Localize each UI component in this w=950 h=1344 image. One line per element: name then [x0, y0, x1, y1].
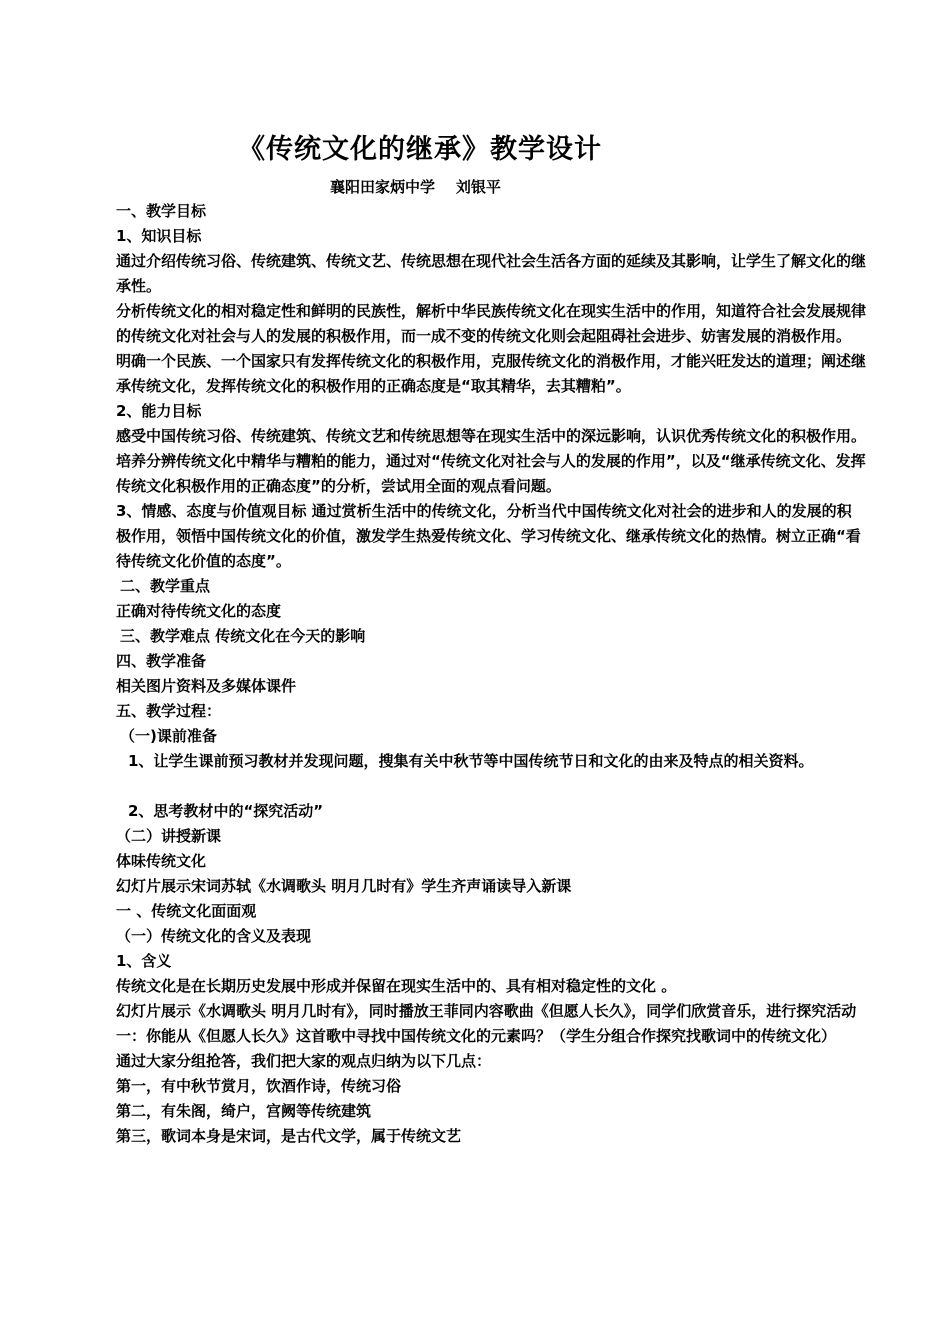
paragraph: 幻灯片展示《水调歌头 明月几时有》，同时播放王菲同内容歌曲《但愿人长久》，同学们欣赏音乐，进行探究活动一：你能从《但愿人长久》这首歌中寻找中国传统文化的元素吗？（学生分组合作探究找歌词中的传统文化） [116, 1002, 857, 1045]
paragraph: 1、让学生课前预习教材并发现问题，搜集有关中秋节等中国传统节日和文化的由来及特点的相关资料。 [128, 752, 814, 770]
paragraph: 2、思考教材中的“探究活动” [128, 802, 324, 820]
list-item: 第二，有朱阁，绮户，宫阙等传统建筑 [116, 1102, 372, 1120]
blank-line [116, 774, 866, 799]
paragraph: 通过介绍传统习俗、传统建筑、传统文艺、传统思想在现代社会生活各方面的延续及其影响，让学生了解文化的继承性。 [116, 252, 867, 295]
subsection-heading: （一）传统文化的含义及表现 [116, 927, 312, 945]
list-item: 第一，有中秋节赏月，饮酒作诗，传统习俗 [116, 1077, 402, 1095]
document-author: 襄阳田家炳中学 刘银平 [330, 178, 501, 196]
section-heading: 一、教学目标 [116, 202, 207, 220]
section-heading: 四、教学准备 [116, 652, 207, 670]
paragraph: 相关图片资料及多媒体课件 [116, 677, 297, 695]
paragraph: 感受中国传统习俗、传统建筑、传统文艺和传统思想等在现实生活中的深远影响，认识优秀传统文化的积极作用。 [116, 427, 867, 445]
subsection-heading: （二）讲授新课 [116, 827, 222, 845]
paragraph: 体味传统文化 [116, 852, 207, 870]
subsection-heading: （一)课前准备 [120, 727, 217, 745]
paragraph: 幻灯片展示宋词苏轼《水调歌头 明月几时有》学生齐声诵读导入新课 [116, 877, 572, 895]
section-heading: 三、教学难点 传统文化在今天的影响 [120, 627, 366, 645]
section-heading: 一 、传统文化面面观 [116, 902, 257, 920]
section-heading: 五、教学过程： [116, 702, 222, 720]
paragraph: 通过大家分组抢答，我们把大家的观点归纳为以下几点： [116, 1052, 492, 1070]
paragraph: 3、情感、态度与价值观目标 通过赏析生活中的传统文化，分析当代中国传统文化对社会的进步和人的发展的积极作用，领悟中国传统文化的价值，激发学生热爱传统文化、学习传统文化、继承传统文化的热情。树立正确“看待传统文化价值的态度”。 [116, 502, 861, 570]
subsection-heading: 2、能力目标 [116, 402, 202, 420]
paragraph: 培养分辨传统文化中精华与糟粕的能力，通过对“传统文化对社会与人的发展的作用”，以及“继承传统文化、发挥传统文化积极作用的正确态度”的分析，尝试用全面的观点看问题。 [116, 452, 866, 495]
section-heading: 二、教学重点 [120, 577, 211, 595]
paragraph: 正确对待传统文化的态度 [116, 602, 282, 620]
paragraph: 分析传统文化的相对稳定性和鲜明的民族性，解析中华民族传统文化在现实生活中的作用，知道符合社会发展规律的传统文化对社会与人的发展的积极作用，而一成不变的传统文化则会起阻碍社会进步、妨害发展的消极作用。 [116, 302, 867, 345]
subsection-heading: 1、知识目标 [116, 227, 202, 245]
list-item: 第三，歌词本身是宋词，是古代文学，属于传统文艺 [116, 1127, 462, 1145]
paragraph: 明确一个民族、一个国家只有发挥传统文化的积极作用，克服传统文化的消极作用，才能兴旺发达的道理；阐述继承传统文化，发挥传统文化的积极作用的正确态度是“取其精华，去其糟粕”。 [116, 352, 867, 395]
paragraph: 传统文化是在长期历史发展中形成并保留在现实生活中的、具有相对稳定性的文化 。 [116, 977, 677, 995]
document-body [116, 199, 866, 1149]
subsection-heading: 1、含义 [116, 952, 172, 970]
document-title: 《传统文化的继承》教学设计 [238, 134, 602, 165]
